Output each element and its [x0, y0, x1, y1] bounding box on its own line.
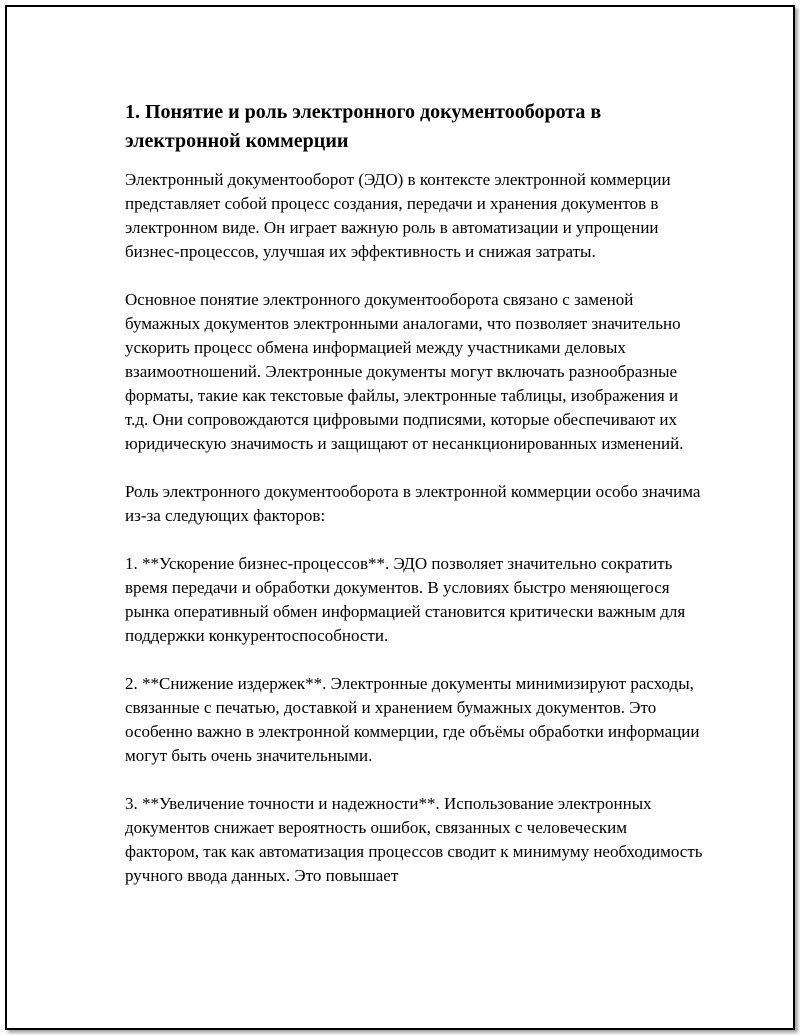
- paragraph-factor-1: 1. **Ускорение бизнес-процессов**. ЭДО позволяет значительно сократить время передачи и обработки документов. В условиях быстро меняющегося рынка оперативный обмен информацией становится критически важным для поддержки конкурентоспособности.: [125, 554, 686, 645]
- section-heading: 1. Понятие и роль электронного документооборота в электронной коммерции: [125, 101, 602, 152]
- document-page: [5, 5, 795, 1030]
- paragraph-concept: Основное понятие электронного документооборота связано с заменой бумажных документов электронными аналогами, что позволяет значительно ускорить процесс обмена информацией между участниками деловых взаимоотношений. Электронные документы могут включать разнообразные форматы, такие как текстовые файлы, электронные таблицы, изображения и т.д. Они сопровождаются цифровыми подписями, которые обеспечивают их юридическую значимость и защищают от несанкционированных изменений.: [125, 290, 684, 453]
- paragraph-factor-3: 3. **Увеличение точности и надежности**. Использование электронных документов снижает вероятность ошибок, связанных с человеческим фактором, так как автоматизация процессов сводит к минимуму необходимость ручного ввода данных. Это повышает: [125, 794, 703, 885]
- paragraph-factor-2: 2. **Снижение издержек**. Электронные документы минимизируют расходы, связанные с печатью, доставкой и хранением бумажных документов. Это особенно важно в электронной коммерции, где объёмы обработки информации могут быть очень значительными.: [125, 674, 700, 765]
- document-body: [125, 98, 705, 912]
- paragraph-role: Роль электронного документооборота в электронной коммерции особо значима из-за следующих факторов:: [125, 482, 701, 525]
- paragraph-intro: Электронный документооборот (ЭДО) в контексте электронной коммерции представляет собой процесс создания, передачи и хранения документов в электронном виде. Он играет важную роль в автоматизации и упрощении бизнес-процессов, улучшая их эффективность и снижая затраты.: [125, 170, 671, 261]
